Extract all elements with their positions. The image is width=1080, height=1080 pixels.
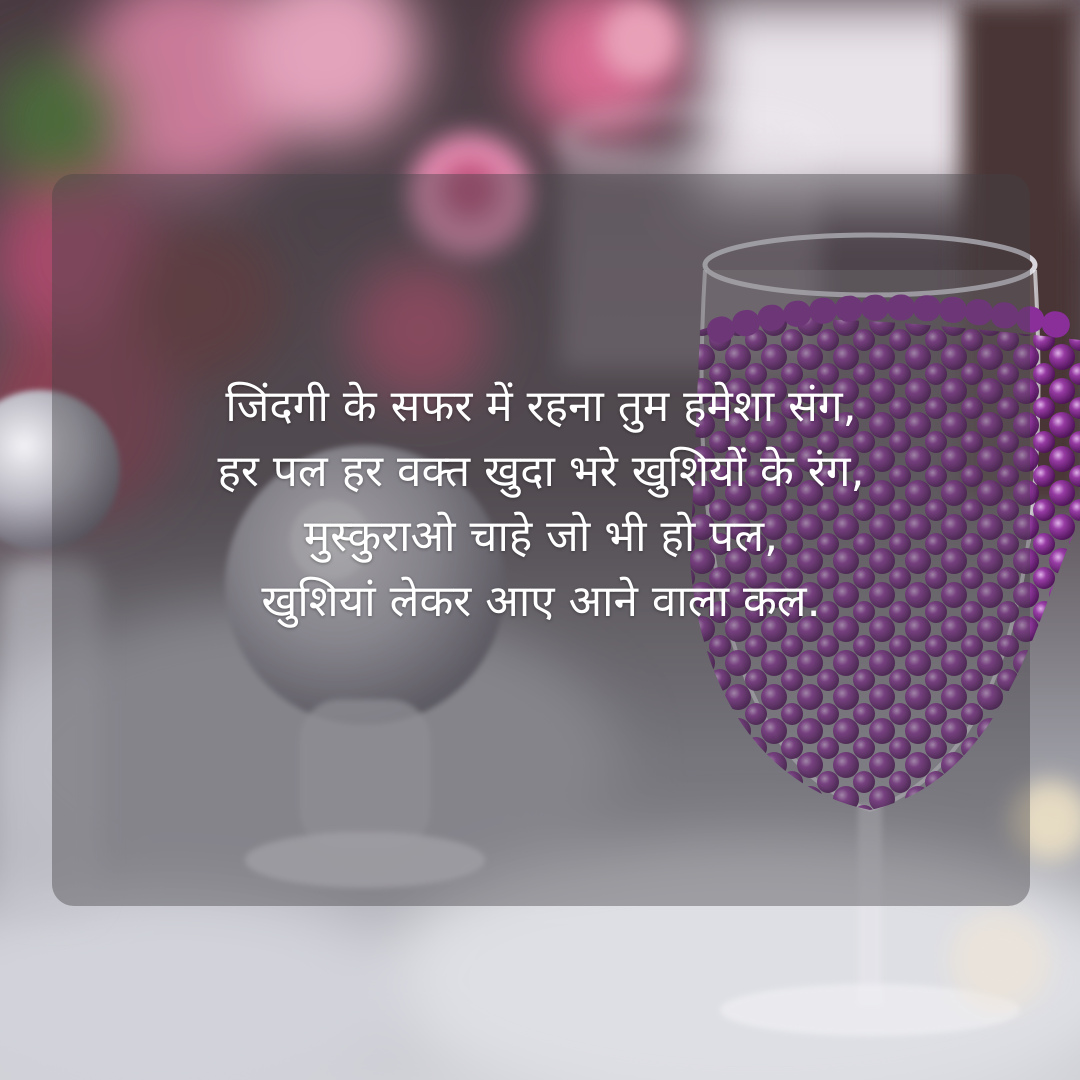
poem-line-2: हर पल हर वक्त खुदा भरे खुशियों के रंग, [217,446,865,497]
poem-text [52,374,1030,634]
poem-line-1: जिंदगी के सफर में रहना तुम हमेशा संग, [225,381,857,432]
poem-line-4: खुशियां लेकर आए आने वाला कल. [261,576,821,627]
poem-line-3: मुस्कुराओ चाहे जो भी हो पल, [303,511,779,562]
